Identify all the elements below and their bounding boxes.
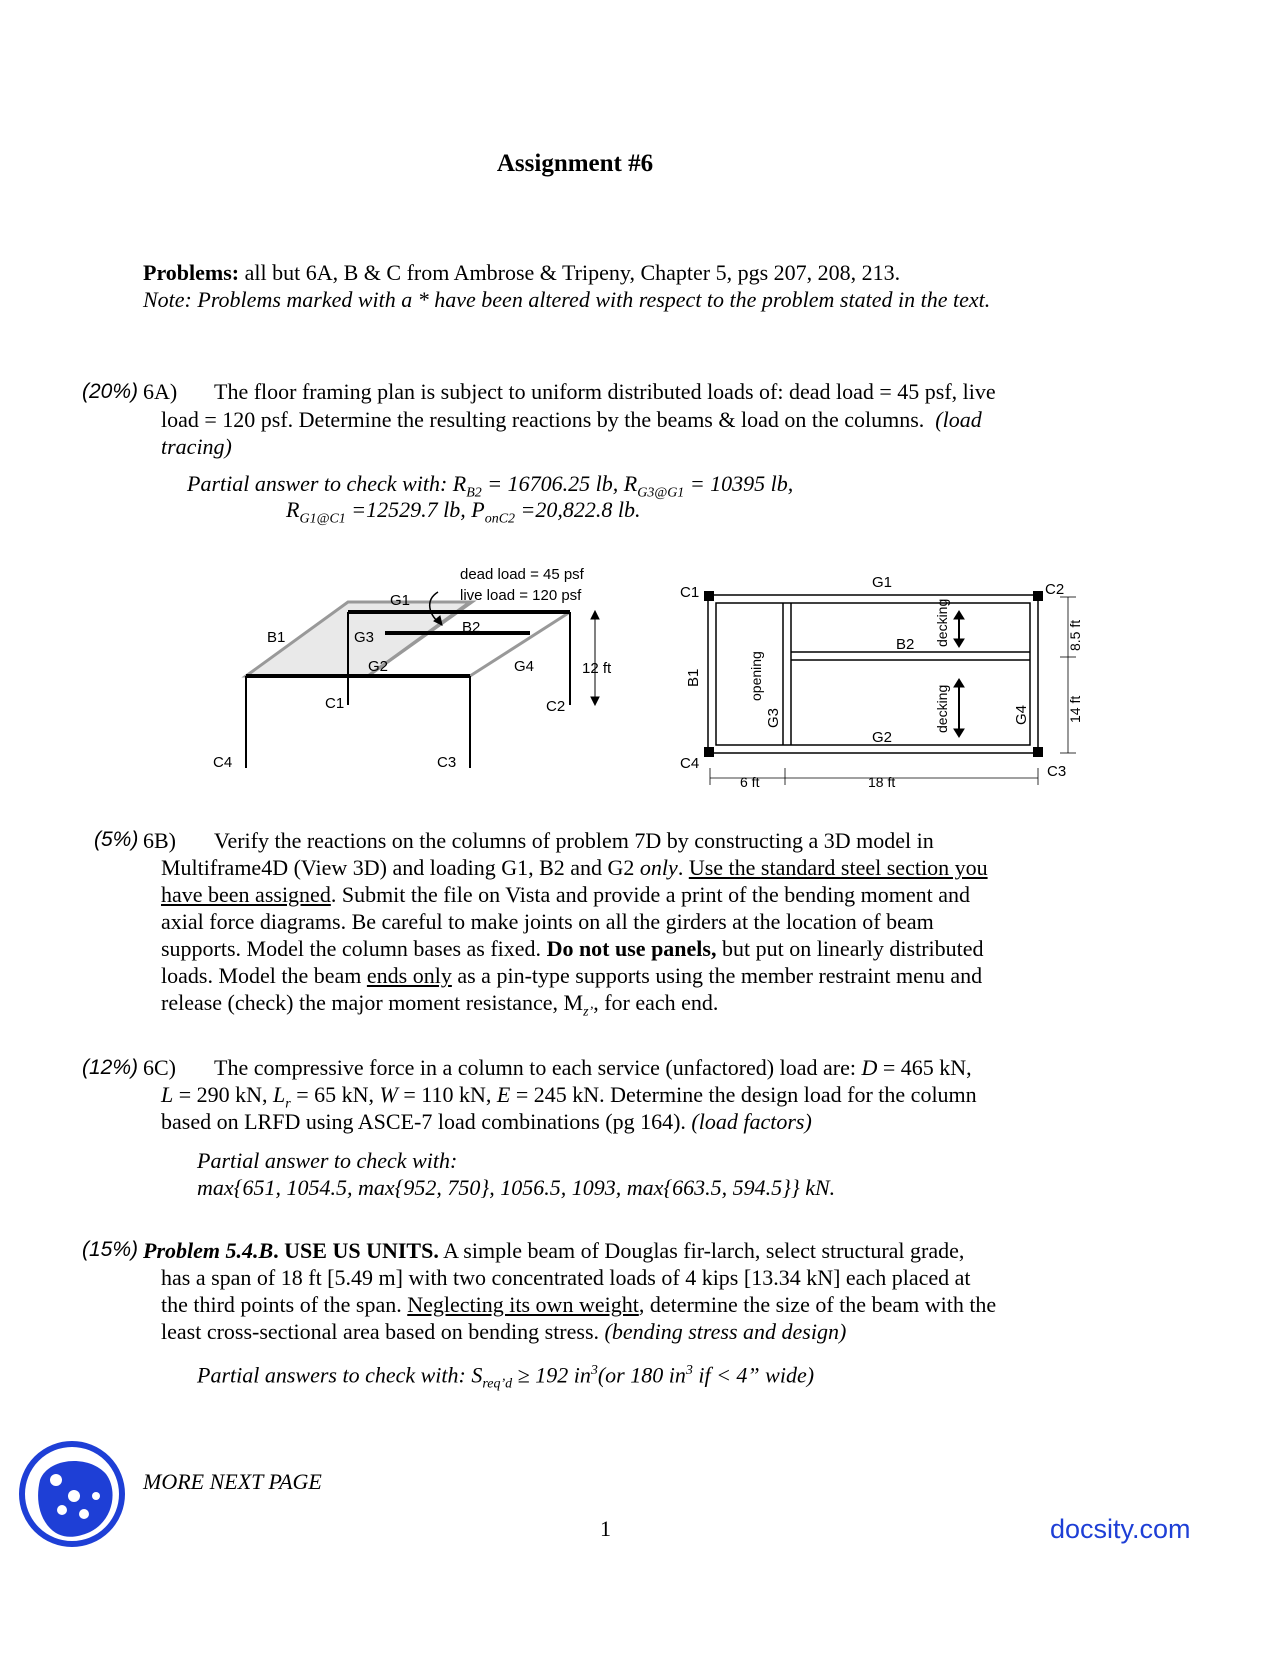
decking-arrowhead-3 — [954, 679, 964, 687]
p6b-l6b: ends only — [366, 963, 452, 988]
p6c-Lr-sub: r — [285, 1096, 291, 1112]
p6b-l5c: but put on linearly distributed — [716, 936, 984, 961]
p6b-l5 — [161, 934, 1121, 963]
p6b-l1: Verify the reactions on the columns of problem 7D by constructing a 3D model in — [214, 828, 934, 853]
plan-label-g2: G2 — [872, 729, 893, 746]
decking-arrowhead-4 — [954, 729, 964, 737]
label-dead-load: dead load = 45 psf — [460, 566, 584, 583]
page-number: 1 — [600, 1516, 611, 1541]
p54b-us: USE US UNITS. — [284, 1238, 439, 1263]
p54b-l1-text: A simple beam of Douglas fir-larch, select structural grade, — [438, 1238, 965, 1263]
p6b-l6c: as a pin-type supports using the member restraint menu and — [451, 963, 983, 988]
decking-arrowhead-2 — [954, 639, 964, 647]
p6a-check-end1: = 10395 lb, — [684, 471, 794, 496]
dim-6ft: 6 ft — [740, 774, 760, 790]
plan-label-c3: C3 — [1047, 763, 1067, 780]
p6c-l2a: = 290 kN, — [173, 1082, 274, 1107]
p54b-check — [197, 1356, 1097, 1399]
p6b-l7sub: z’ — [583, 1004, 594, 1020]
p6b-l5b: Do not use panels, — [546, 936, 717, 961]
num-6a: 6A) — [143, 379, 178, 404]
p6b-l2 — [161, 853, 1121, 882]
pct-6b: (5%) — [94, 828, 139, 851]
plan-label-b1: B1 — [685, 668, 702, 687]
pct-6c: (12%) — [82, 1056, 139, 1079]
p6a-tag-b: tracing) — [161, 434, 232, 459]
p54b-check-b: ≥ 192 in — [512, 1362, 591, 1388]
page-title: Assignment #6 — [496, 150, 654, 177]
p54b-l4 — [161, 1317, 1121, 1346]
p6a-line1: The floor framing plan is subject to uniform distributed loads of: dead load = 45 psf, live — [214, 379, 996, 404]
p54b-l3c: , determine the size of the beam with the — [638, 1292, 997, 1317]
num-6b: 6B) — [143, 828, 176, 853]
p6c-l1 — [214, 1053, 1114, 1082]
p6a-tag-a: (load — [935, 407, 982, 432]
label-g1: G1 — [390, 592, 411, 609]
p54b-check-a: Partial answers to check with: S — [197, 1362, 483, 1388]
plan-label-g4: G4 — [1013, 704, 1030, 725]
p6a-check-prefix: Partial answer to check with: R — [187, 471, 467, 496]
docsity-logo-icon — [18, 1440, 126, 1548]
problems-label: Problems: — [143, 260, 240, 285]
plan-label-b2: B2 — [896, 636, 915, 653]
label-decking-top: decking — [934, 598, 950, 647]
label-height: 12 ft — [582, 660, 612, 677]
p6c-L: L — [161, 1082, 174, 1107]
label-decking-bottom: decking — [934, 684, 950, 733]
label-c1: C1 — [325, 695, 345, 712]
p6a-mid3: =12529.7 lb, P — [345, 497, 485, 522]
p6b-l3 — [161, 880, 1121, 909]
p6b-l2a: Multiframe4D (View 3D) and loading G1, B2 and G2 — [161, 855, 640, 880]
p6b-l6 — [161, 961, 1121, 990]
p6a-sub3: G1@C1 — [299, 511, 346, 527]
p6a-end3: =20,822.8 lb. — [515, 497, 641, 522]
p54b-label: Problem 5.4.B — [143, 1238, 274, 1263]
p6c-D: D — [861, 1055, 878, 1080]
p6b-l3b: . Submit the file on Vista and provide a print of the bending moment and — [330, 882, 971, 907]
p6c-l2d: = 245 kN. Determine the design load for the column — [510, 1082, 977, 1107]
p54b-l4b: (bending stress and design) — [604, 1319, 847, 1344]
p6b-l4: axial force diagrams. Be careful to make joints on all the girders at the location of beam — [161, 909, 934, 934]
p6b-only: only — [639, 855, 678, 880]
label-b1: B1 — [267, 629, 286, 646]
column-c4-mark — [704, 747, 714, 757]
p54b-l4a: least cross-sectional area based on bending stress. — [161, 1319, 605, 1344]
p54b-dot: . — [273, 1238, 285, 1263]
label-live-load: live load = 120 psf — [460, 587, 582, 604]
p6a-line2 — [161, 405, 1121, 434]
column-c2-mark — [1033, 591, 1043, 601]
framing-3d-diagram — [200, 555, 640, 815]
p6b-l3a: have been assigned — [161, 882, 331, 907]
p6b-l7b: , for each end. — [593, 990, 719, 1015]
p6c-l3a: based on LRFD using ASCE-7 load combinations (pg 164). — [161, 1109, 692, 1134]
plan-label-c1: C1 — [680, 584, 700, 601]
p6c-check2: max{651, 1054.5, max{952, 750}, 1056.5, 1093, max{663.5, 594.5}} kN. — [197, 1175, 836, 1200]
p54b-check-sup2: 3 — [685, 1363, 693, 1378]
p6b-l2d: Use the standard steel section you — [688, 855, 988, 880]
plan-label-c2: C2 — [1045, 581, 1065, 598]
dim-18ft: 18 ft — [868, 774, 896, 790]
label-opening: opening — [748, 651, 764, 701]
dim-14ft: 14 ft — [1067, 695, 1083, 723]
problems-line — [143, 258, 1143, 287]
column-c1-mark — [704, 591, 714, 601]
column-c3-mark — [1033, 747, 1043, 757]
more-next-page: MORE NEXT PAGE — [143, 1469, 322, 1494]
p54b-l3a: the third points of the span. — [161, 1292, 408, 1317]
p6b-l5a: supports. Model the column bases as fixed. — [161, 936, 547, 961]
floor-plan-diagram — [660, 565, 1130, 815]
pct-54b: (15%) — [82, 1238, 139, 1261]
p6a-sub4: onC2 — [484, 511, 516, 527]
plan-label-g3: G3 — [765, 707, 782, 728]
height-arrow-top — [591, 611, 599, 619]
note-line: Note: Problems marked with a * have been altered with respect to the problem stated in the text. — [143, 287, 991, 312]
p6b-l2c: . — [677, 855, 689, 880]
p6a-sub1: B2 — [466, 485, 482, 501]
p6c-l2b: = 65 kN, — [290, 1082, 380, 1107]
p6c-check1: Partial answer to check with: — [197, 1148, 458, 1173]
p54b-l3b: Neglecting its own weight — [407, 1292, 639, 1317]
docsity-brand[interactable]: docsity.com — [1050, 1514, 1191, 1544]
p6b-l6a: loads. Model the beam — [161, 963, 367, 988]
p6a-check2 — [286, 495, 886, 533]
p6b-l7 — [161, 988, 1121, 1026]
label-b2: B2 — [462, 619, 481, 636]
height-arrow-bottom — [591, 697, 599, 705]
p6c-W: W — [379, 1082, 398, 1107]
p54b-check-d: if < 4” wide) — [692, 1362, 815, 1388]
p54b-check-c: (or 180 in — [597, 1362, 686, 1388]
num-6c: 6C) — [143, 1055, 176, 1080]
label-c3: C3 — [437, 754, 457, 771]
plan-label-c4: C4 — [680, 755, 700, 772]
problems-text: all but 6A, B & C from Ambrose & Tripeny, Chapter 5, pgs 207, 208, 213. — [244, 260, 901, 285]
p6c-l1b: = 465 kN, — [877, 1055, 972, 1080]
label-c4: C4 — [213, 754, 233, 771]
p6a-r: R — [286, 497, 300, 522]
p6c-l1a: The compressive force in a column to each service (unfactored) load are: — [214, 1055, 862, 1080]
p54b-check-sup1: 3 — [590, 1363, 598, 1378]
p6a-line2-text: load = 120 psf. Determine the resulting reactions by the beams & load on the columns. — [161, 407, 925, 432]
label-g3: G3 — [354, 629, 375, 646]
label-g2: G2 — [368, 658, 389, 675]
label-g4: G4 — [514, 658, 535, 675]
p54b-l3 — [161, 1290, 1121, 1319]
p6a-check-mid1: = 16706.25 lb, R — [481, 471, 638, 496]
p6c-E: E — [496, 1082, 511, 1107]
p54b-l1 — [143, 1236, 1143, 1265]
p6a-sub2: G3@G1 — [637, 485, 685, 501]
pct-6a: (20%) — [82, 380, 139, 403]
p6c-l2c: = 110 kN, — [397, 1082, 497, 1107]
label-c2: C2 — [546, 698, 566, 715]
p54b-l2: has a span of 18 ft [5.49 m] with two concentrated loads of 4 kips [13.34 kN] each placed at — [161, 1265, 971, 1290]
dim-85ft: 8.5 ft — [1067, 619, 1083, 651]
p6b-l7a: release (check) the major moment resistance, M — [161, 990, 584, 1015]
plan-label-g1: G1 — [872, 574, 893, 591]
p54b-check-sub: req’d — [482, 1376, 513, 1392]
p6c-l3 — [161, 1107, 1121, 1136]
p6c-Lr: L — [273, 1082, 286, 1107]
decking-arrowhead-1 — [954, 611, 964, 619]
p6c-l3b: (load factors) — [691, 1109, 812, 1134]
